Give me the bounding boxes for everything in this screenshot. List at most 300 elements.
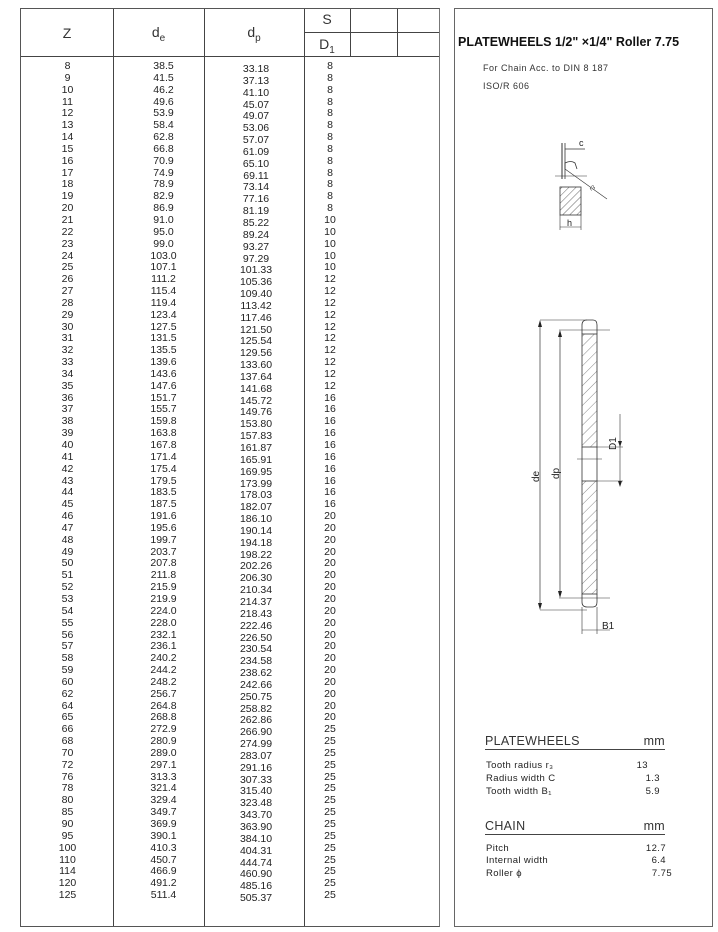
cell-s: 25 [324, 746, 336, 759]
spec-row-tooth-width: Tooth width B₁ 5.9 [486, 786, 660, 797]
label-r3: r3 [589, 184, 597, 193]
cell-z: 78 [61, 782, 74, 795]
cell-s: 25 [324, 829, 336, 842]
cell-s: 8 [327, 190, 333, 203]
cell-dp: 234.58 [239, 655, 273, 668]
cell-de: 329.4 [150, 794, 177, 807]
cell-z: 24 [61, 249, 74, 262]
cell-z: 55 [61, 616, 74, 629]
cell-de: 195.6 [150, 521, 177, 534]
cell-de: 410.3 [150, 841, 177, 854]
cell-dp: 384.10 [239, 832, 273, 845]
cell-s: 12 [324, 344, 336, 357]
cell-de: 199.7 [150, 533, 177, 546]
cell-s: 10 [324, 213, 336, 226]
cell-dp: 165.91 [239, 453, 273, 466]
cell-z: 39 [61, 427, 74, 440]
cell-dp: 210.34 [239, 584, 273, 597]
cell-de: 219.9 [150, 592, 177, 605]
column-dp [206, 64, 306, 905]
cell-s: 16 [324, 474, 336, 487]
cell-de: 46.2 [153, 83, 174, 96]
cell-s: 10 [324, 237, 336, 250]
cell-dp: 274.99 [239, 738, 273, 751]
cell-s: 20 [324, 628, 336, 641]
cell-de: 175.4 [150, 462, 177, 475]
cell-s: 8 [327, 83, 333, 96]
cell-s: 20 [324, 699, 336, 712]
cell-dp: 153.80 [239, 418, 273, 431]
cell-s: 20 [324, 616, 336, 629]
cell-de: 99.0 [153, 237, 174, 250]
cell-s: 10 [324, 261, 336, 274]
cell-s: 25 [324, 782, 336, 795]
spec-row-pitch: Pitch 12.7 [486, 843, 666, 854]
cell-dp: 202.26 [239, 560, 273, 573]
cell-dp: 238.62 [239, 667, 273, 680]
header-bottom-border [21, 56, 439, 57]
cell-dp: 49.07 [242, 110, 270, 123]
cell-de: 58.4 [153, 119, 174, 132]
cell-z: 90 [61, 818, 74, 830]
cell-de: 187.5 [150, 498, 177, 511]
cell-s: 12 [324, 273, 336, 286]
cell-z: 29 [61, 308, 74, 321]
label-dp: dp [551, 467, 562, 479]
cell-de: 203.7 [150, 545, 177, 558]
cell-z: 34 [61, 367, 74, 380]
cell-dp: 149.76 [239, 406, 273, 419]
cell-dp: 307.33 [239, 773, 273, 786]
cell-s: 25 [324, 853, 336, 866]
dimensions-table [20, 8, 440, 927]
column-z [21, 61, 114, 902]
cell-s: 16 [324, 462, 336, 475]
cell-de: 95.0 [153, 225, 174, 238]
cell-de: 159.8 [150, 415, 177, 428]
cell-de: 297.1 [150, 758, 177, 771]
cell-dp: 485.16 [239, 880, 273, 893]
cell-dp: 182.07 [239, 501, 273, 514]
cell-z: 12 [61, 107, 74, 120]
cell-dp: 283.07 [239, 749, 273, 762]
cell-s: 20 [324, 581, 336, 594]
cell-z: 28 [61, 296, 74, 309]
cell-de: 74.9 [153, 166, 174, 179]
cell-s: 8 [327, 71, 333, 84]
cell-z: 47 [61, 521, 74, 534]
cell-s: 8 [327, 119, 333, 132]
cell-z: 57 [61, 640, 74, 653]
cell-z: 16 [61, 154, 74, 167]
platewheel-info-panel [454, 8, 713, 927]
cell-z: 42 [61, 462, 74, 475]
cell-z: 19 [61, 190, 74, 203]
cell-z: 26 [61, 273, 74, 286]
cell-z: 18 [61, 178, 74, 191]
cell-de: 41.5 [153, 71, 174, 84]
cell-de: 62.8 [153, 131, 174, 144]
cell-z: 36 [61, 391, 74, 404]
label-c: c [579, 138, 584, 148]
cell-z: 33 [61, 356, 74, 369]
chain-spec-heading: CHAIN mm [485, 819, 665, 833]
cell-z: 9 [64, 71, 71, 84]
cell-s: 20 [324, 545, 336, 558]
cell-dp: 262.86 [239, 714, 273, 727]
cell-dp: 343.70 [239, 809, 273, 822]
cell-z: 50 [61, 557, 74, 570]
cell-de: 143.6 [150, 367, 177, 380]
header-z: Z [62, 25, 72, 41]
cell-de: 78.9 [153, 178, 174, 191]
cell-de: 38.5 [153, 60, 174, 72]
cell-z: 27 [61, 285, 74, 298]
cell-s: 20 [324, 640, 336, 653]
cell-z: 59 [61, 664, 74, 677]
cell-s: 12 [324, 308, 336, 321]
cell-de: 215.9 [150, 581, 177, 594]
cell-de: 167.8 [150, 439, 177, 451]
cell-de: 53.9 [153, 107, 174, 120]
cell-de: 82.9 [153, 190, 174, 203]
cell-s: 16 [324, 403, 336, 416]
header-d1: $D_1$ [319, 36, 335, 56]
cell-dp: 460.90 [239, 868, 273, 881]
cell-dp: 33.18 [242, 63, 270, 75]
iso-text: ISO/R 606 [483, 81, 530, 91]
cell-z: 14 [61, 131, 74, 144]
cell-de: 511.4 [150, 889, 177, 902]
cell-de: 207.8 [150, 557, 177, 570]
cell-de: 224.0 [150, 604, 177, 617]
cell-dp: 169.95 [239, 465, 273, 478]
cell-z: 40 [61, 439, 74, 451]
cell-dp: 186.10 [239, 513, 273, 526]
cell-z: 23 [61, 237, 74, 250]
cell-de: 321.4 [150, 782, 177, 795]
cell-dp: 242.66 [239, 678, 273, 691]
spec-row-internal-width: Internal width 6.4 [486, 855, 666, 866]
cell-z: 76 [61, 770, 74, 783]
cell-z: 114 [59, 865, 76, 878]
cell-z: 53 [61, 592, 74, 605]
cell-s: 8 [327, 107, 333, 120]
cell-z: 110 [59, 853, 76, 866]
cell-de: 211.8 [150, 569, 177, 582]
cell-dp: 53.06 [242, 122, 270, 135]
cell-s: 12 [324, 379, 336, 392]
cell-de: 86.9 [153, 202, 174, 215]
cell-s: 20 [324, 569, 336, 582]
cell-dp: 125.54 [239, 335, 273, 348]
cell-z: 65 [61, 711, 74, 724]
cell-z: 8 [64, 60, 71, 72]
cell-z: 17 [61, 166, 74, 179]
cell-z: 54 [61, 604, 74, 617]
cell-dp: 37.13 [242, 74, 270, 87]
cell-de: 127.5 [150, 320, 177, 333]
cell-de: 268.8 [150, 711, 177, 724]
cell-s: 20 [324, 687, 336, 700]
cell-de: 147.6 [150, 379, 177, 392]
cell-dp: 137.64 [239, 370, 273, 383]
header-s: S [322, 11, 332, 27]
cell-z: 31 [61, 332, 74, 345]
cell-dp: 157.83 [239, 430, 273, 443]
cell-dp: 105.36 [239, 276, 273, 289]
cell-z: 11 [62, 95, 73, 108]
cell-z: 58 [61, 652, 74, 665]
cell-dp: 69.11 [243, 169, 269, 182]
cell-s: 12 [324, 320, 336, 333]
cell-de: 66.8 [153, 142, 174, 155]
cell-dp: 178.03 [239, 489, 273, 502]
label-d1: D1 [608, 437, 619, 450]
label-b1: B1 [602, 621, 615, 632]
cell-de: 151.7 [150, 391, 177, 404]
cell-de: 179.5 [150, 474, 177, 487]
cell-de: 163.8 [150, 427, 177, 440]
cell-z: 72 [61, 758, 74, 771]
cell-de: 264.8 [150, 699, 177, 712]
cell-s: 8 [327, 166, 333, 179]
cell-s: 20 [324, 510, 336, 523]
cell-s: 25 [324, 841, 336, 854]
cell-s: 20 [324, 521, 336, 534]
cell-z: 15 [61, 142, 74, 155]
cell-s: 20 [324, 557, 336, 570]
cell-dp: 65.10 [242, 157, 270, 170]
cell-de: 111.2 [151, 273, 176, 286]
cell-de: 107.1 [150, 261, 177, 274]
cell-z: 48 [61, 533, 74, 546]
cell-z: 37 [61, 403, 74, 416]
cell-s: 20 [324, 604, 336, 617]
cell-dp: 77.16 [242, 193, 270, 206]
cell-dp: 222.46 [239, 619, 273, 632]
label-h: h [567, 218, 573, 228]
cell-de: 171.4 [150, 450, 177, 463]
cell-de: 240.2 [150, 652, 177, 665]
cell-z: 22 [61, 225, 74, 238]
cell-z: 85 [61, 806, 74, 819]
cell-dp: 363.90 [239, 821, 273, 833]
cell-z: 30 [61, 320, 74, 333]
cell-dp: 214.37 [239, 595, 273, 608]
cell-dp: 97.29 [242, 252, 270, 265]
spec-row-tooth-radius: Tooth radius r₃ 13 [486, 760, 648, 771]
cell-s: 16 [324, 498, 336, 511]
cell-s: 8 [327, 178, 333, 191]
cell-de: 191.6 [150, 510, 177, 523]
cell-z: 70 [61, 746, 74, 759]
cell-z: 66 [61, 723, 74, 736]
cell-de: 49.6 [153, 95, 174, 108]
cell-dp: 194.18 [239, 536, 273, 549]
cell-de: 131.5 [150, 332, 177, 345]
tooth-profile-drawing [535, 129, 635, 239]
cell-dp: 45.07 [242, 98, 270, 111]
cell-s: 12 [324, 356, 336, 369]
header-dp: $d_p$ [247, 24, 261, 44]
cell-de: 135.5 [150, 344, 177, 357]
cell-z: 46 [61, 510, 74, 523]
cell-dp: 145.72 [239, 394, 273, 407]
cell-dp: 230.54 [239, 643, 273, 656]
cell-dp: 133.60 [239, 359, 273, 372]
cell-s: 20 [324, 652, 336, 665]
cell-s: 12 [324, 285, 336, 298]
cell-s: 16 [324, 486, 336, 499]
cell-z: 52 [61, 581, 74, 594]
cell-dp: 129.56 [239, 347, 273, 360]
plate-section-drawing [525, 314, 645, 644]
cell-s: 16 [324, 391, 336, 404]
cell-dp: 404.31 [239, 844, 273, 857]
spec-row-roller: Roller ϕ 7.75 [486, 868, 672, 879]
cell-de: 139.6 [150, 356, 177, 369]
cell-dp: 173.99 [239, 477, 273, 490]
cell-dp: 161.87 [239, 442, 273, 454]
cell-dp: 226.50 [239, 631, 273, 644]
cell-s: 20 [324, 675, 336, 688]
header-divider [304, 32, 439, 33]
cell-z: 41 [61, 450, 74, 463]
cell-s: 12 [324, 367, 336, 380]
cell-de: 272.9 [150, 723, 177, 736]
cell-dp: 206.30 [239, 572, 273, 585]
cell-z: 44 [61, 486, 74, 499]
cell-z: 13 [61, 119, 74, 132]
cell-z: 20 [61, 202, 74, 215]
cell-z: 32 [61, 344, 74, 357]
cell-de: 248.2 [150, 675, 177, 688]
cell-dp: 93.27 [242, 240, 270, 253]
column-s [307, 61, 353, 902]
cell-z: 62 [61, 687, 74, 700]
cell-dp: 61.09 [242, 145, 270, 158]
cell-s: 8 [327, 142, 333, 155]
cell-s: 16 [324, 427, 336, 440]
cell-s: 25 [324, 723, 336, 736]
cell-de: 280.9 [150, 735, 177, 748]
cell-dp: 89.24 [242, 228, 270, 241]
cell-de: 70.9 [153, 154, 174, 167]
cell-s: 16 [324, 450, 336, 463]
cell-s: 20 [324, 711, 336, 724]
cell-de: 289.0 [150, 746, 177, 759]
cell-z: 95 [61, 829, 74, 842]
cell-s: 25 [324, 877, 336, 890]
cell-de: 236.1 [150, 640, 177, 653]
cell-de: 183.5 [150, 486, 177, 499]
cell-de: 256.7 [150, 687, 177, 700]
cell-de: 450.7 [150, 853, 177, 866]
spec-row-radius-width: Radius width C 1.3 [486, 773, 660, 784]
cell-dp: 57.07 [242, 134, 270, 147]
cell-de: 91.0 [153, 213, 174, 226]
cell-dp: 444.74 [239, 856, 273, 869]
cell-z: 56 [61, 628, 74, 641]
cell-dp: 218.43 [239, 607, 273, 620]
label-de: de [531, 470, 542, 482]
cell-z: 64 [61, 699, 74, 712]
cell-s: 25 [324, 889, 336, 902]
cell-s: 8 [327, 131, 333, 144]
cell-de: 123.4 [150, 308, 177, 321]
cell-z: 38 [61, 415, 74, 428]
cell-de: 155.7 [150, 403, 177, 416]
cell-dp: 41.10 [242, 86, 270, 99]
panel-title: PLATEWHEELS 1/2" ×1/4" Roller 7.75 [458, 35, 680, 49]
cell-de: 103.0 [150, 249, 177, 262]
cell-s: 25 [324, 818, 336, 830]
cell-z: 80 [61, 794, 74, 807]
cell-s: 25 [324, 735, 336, 748]
cell-de: 390.1 [150, 829, 177, 842]
cell-z: 35 [61, 379, 74, 392]
cell-dp: 73.14 [242, 181, 270, 194]
cell-dp: 198.22 [239, 548, 273, 561]
header-de: $d_e$ [151, 24, 166, 44]
cell-dp: 250.75 [239, 690, 273, 703]
cell-dp: 315.40 [239, 785, 273, 798]
cell-de: 349.7 [150, 806, 177, 819]
cell-z: 45 [61, 498, 74, 511]
cell-dp: 323.48 [239, 797, 273, 810]
cell-s: 8 [327, 95, 333, 108]
cell-de: 369.9 [150, 818, 177, 830]
cell-s: 12 [324, 296, 336, 309]
cell-s: 12 [324, 332, 336, 345]
cell-dp: 258.82 [239, 702, 273, 715]
cell-dp: 113.42 [240, 299, 272, 312]
cell-z: 10 [61, 83, 74, 96]
cell-z: 60 [61, 675, 74, 688]
cell-de: 232.1 [150, 628, 177, 641]
cell-z: 100 [58, 841, 77, 854]
cell-s: 20 [324, 664, 336, 677]
cell-s: 10 [324, 249, 336, 262]
cell-dp: 85.22 [242, 216, 270, 229]
cell-s: 8 [327, 154, 333, 167]
column-de [116, 61, 211, 902]
cell-s: 25 [324, 865, 336, 878]
cell-s: 16 [324, 415, 336, 428]
cell-s: 20 [324, 592, 336, 605]
cell-dp: 266.90 [239, 726, 273, 739]
cell-s: 20 [324, 533, 336, 546]
cell-dp: 141.68 [239, 382, 273, 395]
cell-s: 25 [324, 758, 336, 771]
cell-z: 43 [61, 474, 74, 487]
cell-de: 115.4 [150, 285, 177, 298]
cell-s: 25 [324, 794, 336, 807]
cell-z: 21 [61, 213, 74, 226]
for-chain-text: For Chain Acc. to DIN 8 187 [483, 63, 609, 73]
cell-z: 49 [61, 545, 74, 558]
cell-s: 8 [327, 60, 333, 72]
cell-dp: 190.14 [239, 524, 273, 537]
cell-dp: 117.46 [240, 311, 272, 324]
cell-dp: 109.40 [239, 288, 273, 301]
cell-z: 125 [58, 889, 77, 902]
cell-de: 313.3 [150, 770, 177, 783]
platewheels-spec-heading: PLATEWHEELS mm [485, 734, 665, 748]
cell-s: 16 [324, 439, 336, 451]
cell-z: 68 [61, 735, 74, 748]
